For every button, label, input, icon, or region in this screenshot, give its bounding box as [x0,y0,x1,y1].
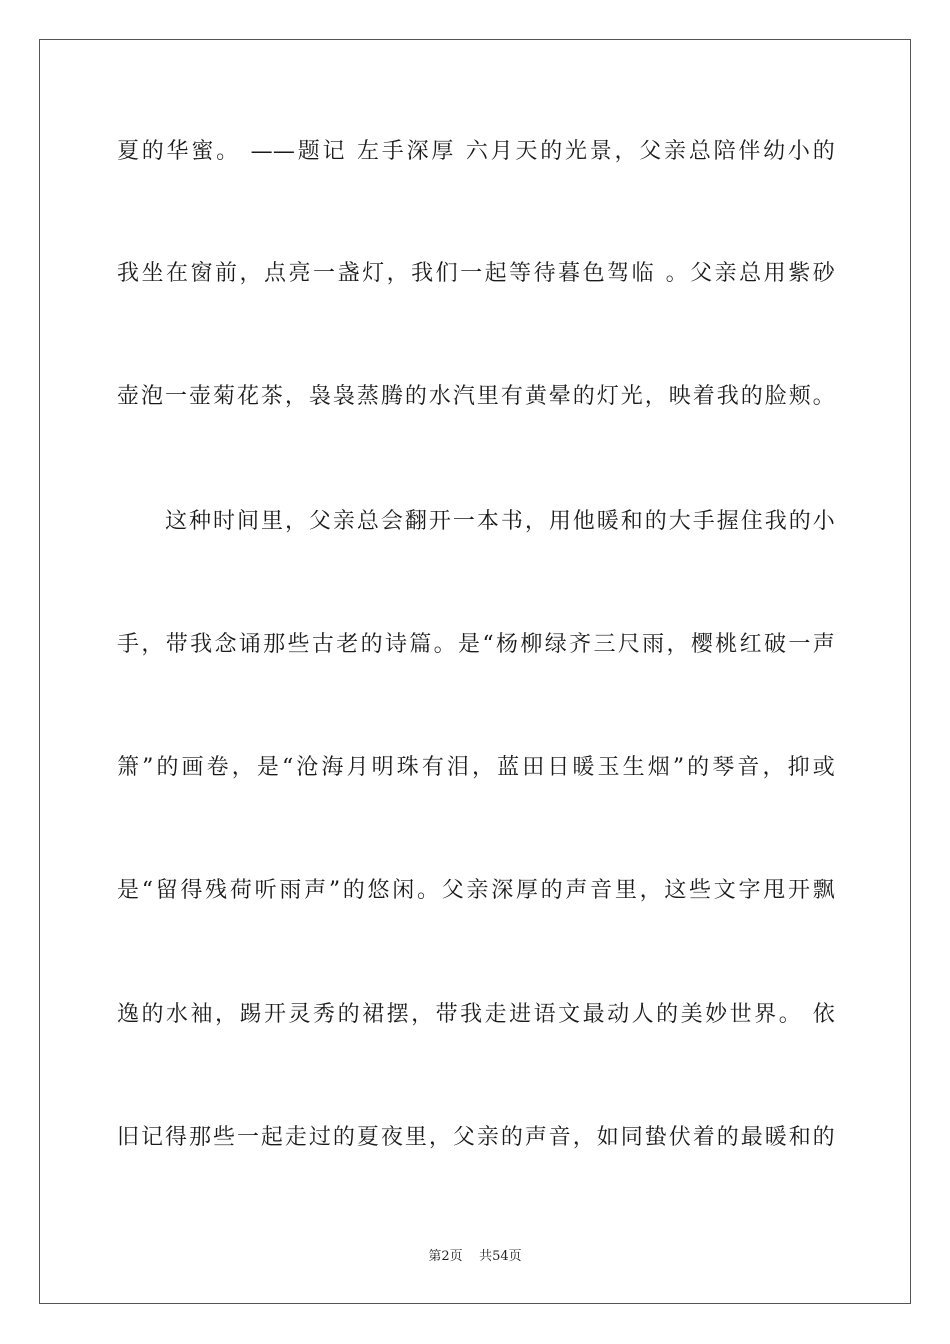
total-pages: 共54页 [479,1249,522,1264]
body-text-line-2: 我坐在窗前，点亮一盏灯，我们一起等待暮色驾临 。父亲总用紫砂 [117,261,835,286]
body-text-line-7: 是“留得残荷听雨声”的悠闲。父亲深厚的声音里，这些文字甩开飘 [117,878,835,903]
page-number: 第2页 [428,1249,463,1264]
page-footer [0,1248,950,1266]
body-text-line-4: 这种时间里，父亲总会翻开一本书，用他暖和的大手握住我的小 [165,509,835,534]
body-text-line-3: 壶泡一壶菊花茶，袅袅蒸腾的水汽里有黄晕的灯光，映着我的脸颊。 [117,384,835,409]
body-text-line-8: 逸的水袖，踢开灵秀的裙摆，带我走进语文最动人的美妙世界。 依 [117,1002,835,1027]
body-text-line-1: 夏的华蜜。 ——题记 左手深厚 六月天的光景，父亲总陪伴幼小的 [117,139,835,164]
body-text-line-9: 旧记得那些一起走过的夏夜里，父亲的声音，如同蛰伏着的最暖和的 [117,1125,835,1150]
page-border [39,39,911,1304]
body-text-line-5: 手，带我念诵那些古老的诗篇。是“杨柳绿齐三尺雨，樱桃红破一声 [117,632,835,657]
body-text-line-6: 箫”的画卷，是“沧海月明珠有泪，蓝田日暖玉生烟”的琴音，抑或 [117,755,835,780]
